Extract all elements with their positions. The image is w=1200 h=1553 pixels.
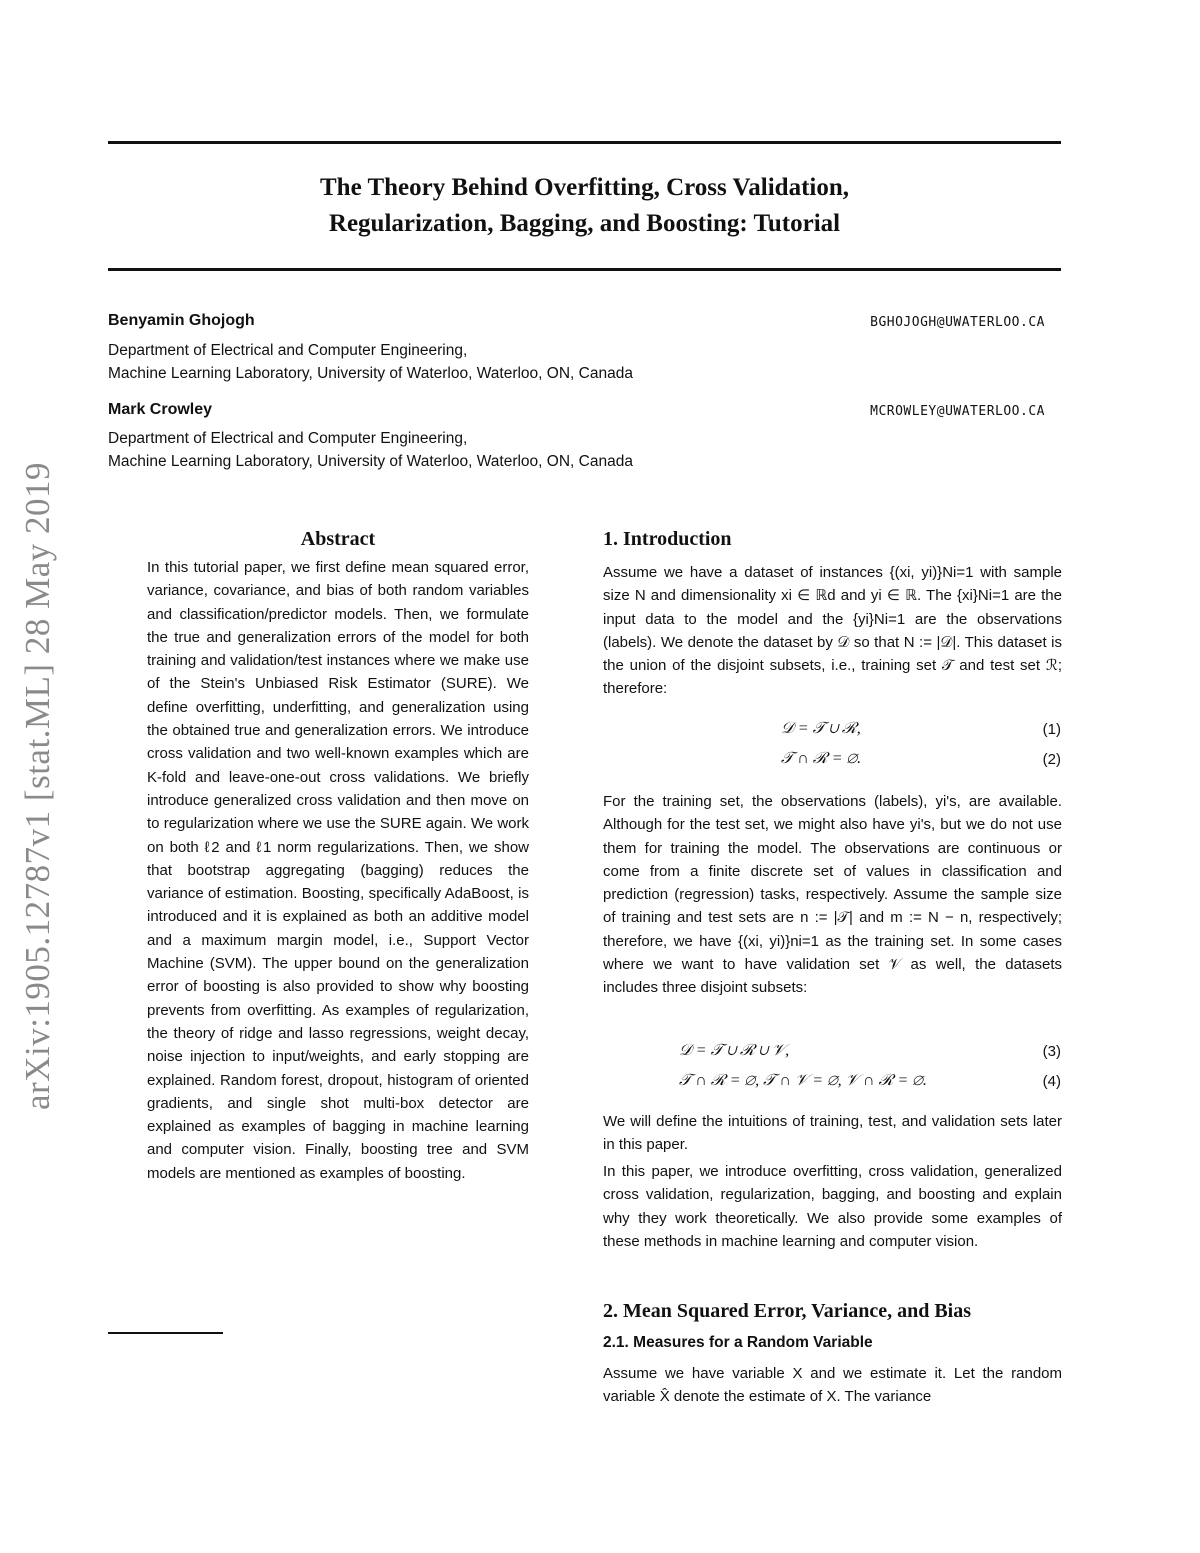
title-bottom-rule	[108, 268, 1061, 271]
intro-paragraph	[603, 1110, 1062, 1157]
paragraph-text: We will define the intuitions of training, test, and validation sets later in this paper.	[603, 1113, 1062, 1154]
section-heading: 1. Introduction	[603, 528, 732, 550]
title-line-2: Regularization, Bagging, and Boosting: Tutorial	[328, 210, 841, 237]
author-name: Benyamin Ghojogh	[108, 312, 255, 329]
paragraph-text: In this paper, we introduce overfitting, cross validation, generalized cross validation, regularization, bagging, and boosting and explain why they work theoretically. We also provide some examples of these methods in machine learning and computer vision.	[603, 1163, 1062, 1250]
author-email: MCROWLEY@UWATERLOO.CA	[870, 404, 1045, 419]
equation-number: (1)	[1042, 721, 1061, 738]
footnote-rule	[108, 1332, 223, 1334]
equation: 𝒯 ∩ ℛ = ∅, 𝒯 ∩ 𝒱 = ∅, 𝒱 ∩ ℛ = ∅.	[679, 1072, 927, 1089]
author-email: BGHOJOGH@UWATERLOO.CA	[870, 315, 1045, 330]
affiliation-line: Department of Electrical and Computer Engineering,	[108, 430, 468, 447]
author-affiliation	[108, 427, 808, 473]
arxiv-identifier: arXiv:1905.12787v1 [stat.ML] 28 May 2019	[18, 462, 57, 1110]
equation: 𝒯 ∩ ℛ = ∅.	[781, 750, 862, 767]
paper-title	[108, 170, 1061, 242]
intro-paragraph	[603, 790, 1062, 1000]
paragraph-text: For the training set, the observations (labels), yi's, are available. Although for the test set, we might also have yi's, but we do not use them for training the model. The observations are continuous or come from a finite discrete set of values in classification and prediction (regression) tasks, respectively. Assume the sample size of training and test sets are n := |𝒯| and m := N − n, respectively; therefore, we have {(xi, yi)}ni=1 as the training set. In some cases where we want to have validation set 𝒱 as well, the datasets includes three disjoint subsets:	[603, 793, 1062, 997]
affiliation-line: Machine Learning Laboratory, University of Waterloo, Waterloo, ON, Canada	[108, 453, 633, 470]
title-top-rule	[108, 141, 1061, 144]
author-name: Mark Crowley	[108, 401, 213, 418]
title-line-1: The Theory Behind Overfitting, Cross Validation,	[319, 174, 850, 201]
section2-paragraph	[603, 1362, 1062, 1409]
affiliation-line: Machine Learning Laboratory, University of Waterloo, Waterloo, ON, Canada	[108, 365, 633, 382]
affiliation-line: Department of Electrical and Computer Engineering,	[108, 342, 468, 359]
abstract-heading: Abstract	[300, 528, 376, 550]
author-affiliation	[108, 339, 808, 385]
equation-number: (3)	[1042, 1043, 1061, 1060]
abstract-text: In this tutorial paper, we first define mean squared error, variance, covariance, and bias of both random variables and classification/predictor models. Then, we formulate the true and generalization errors of the model for both training and validation/test instances where we make use of the Stein's Unbiased Risk Estimator (SURE). We define overfitting, underfitting, and generalization using the obtained true and generalization errors. We introduce cross validation and two well-known examples which are K-fold and leave-one-out cross validations. We briefly introduce generalized cross validation and then move on to regularization where we use the SURE again. We work on both ℓ2 and ℓ1 norm regularizations. Then, we show that bootstrap aggregating (bagging) reduces the variance of estimation. Boosting, specifically AdaBoost, is introduced and it is explained as both an additive model and a maximum margin model, i.e., Support Vector Machine (SVM). The upper bound on the generalization error of boosting is also provided to show why boosting prevents from overfitting. As examples of regularization, the theory of ridge and lasso regressions, weight decay, noise injection to input/weights, and early stopping are explained. Random forest, dropout, histogram of oriented gradients, and single shot multi-box detector are explained as examples of bagging in machine learning and computer vision. Finally, boosting tree and SVM models are mentioned as examples of boosting.	[147, 559, 529, 1182]
section-heading: 2. Mean Squared Error, Variance, and Bias	[603, 1300, 972, 1322]
subsection-heading: 2.1. Measures for a Random Variable	[603, 1334, 873, 1351]
intro-paragraph	[603, 1160, 1062, 1253]
equation: 𝒟 = 𝒯 ∪ ℛ,	[781, 720, 861, 737]
equation-number: (2)	[1042, 751, 1061, 768]
paragraph-text: Assume we have variable X and we estimate it. Let the random variable X̂ denote the estimate of X. The variance	[603, 1365, 1062, 1406]
paragraph-text: Assume we have a dataset of instances {(xi, yi)}Ni=1 with sample size N and dimensionality xi ∈ ℝd and yi ∈ ℝ. The {xi}Ni=1 are the input data to the model and the {yi}Ni=1 are the observations (labels). We denote the dataset by 𝒟 so that N := |𝒟|. This dataset is the union of the disjoint subsets, i.e., training set 𝒯 and test set ℛ; therefore:	[603, 564, 1062, 698]
equation: 𝒟 = 𝒯 ∪ ℛ ∪ 𝒱,	[679, 1042, 790, 1059]
intro-paragraph	[603, 561, 1062, 701]
equation-number: (4)	[1042, 1073, 1061, 1090]
